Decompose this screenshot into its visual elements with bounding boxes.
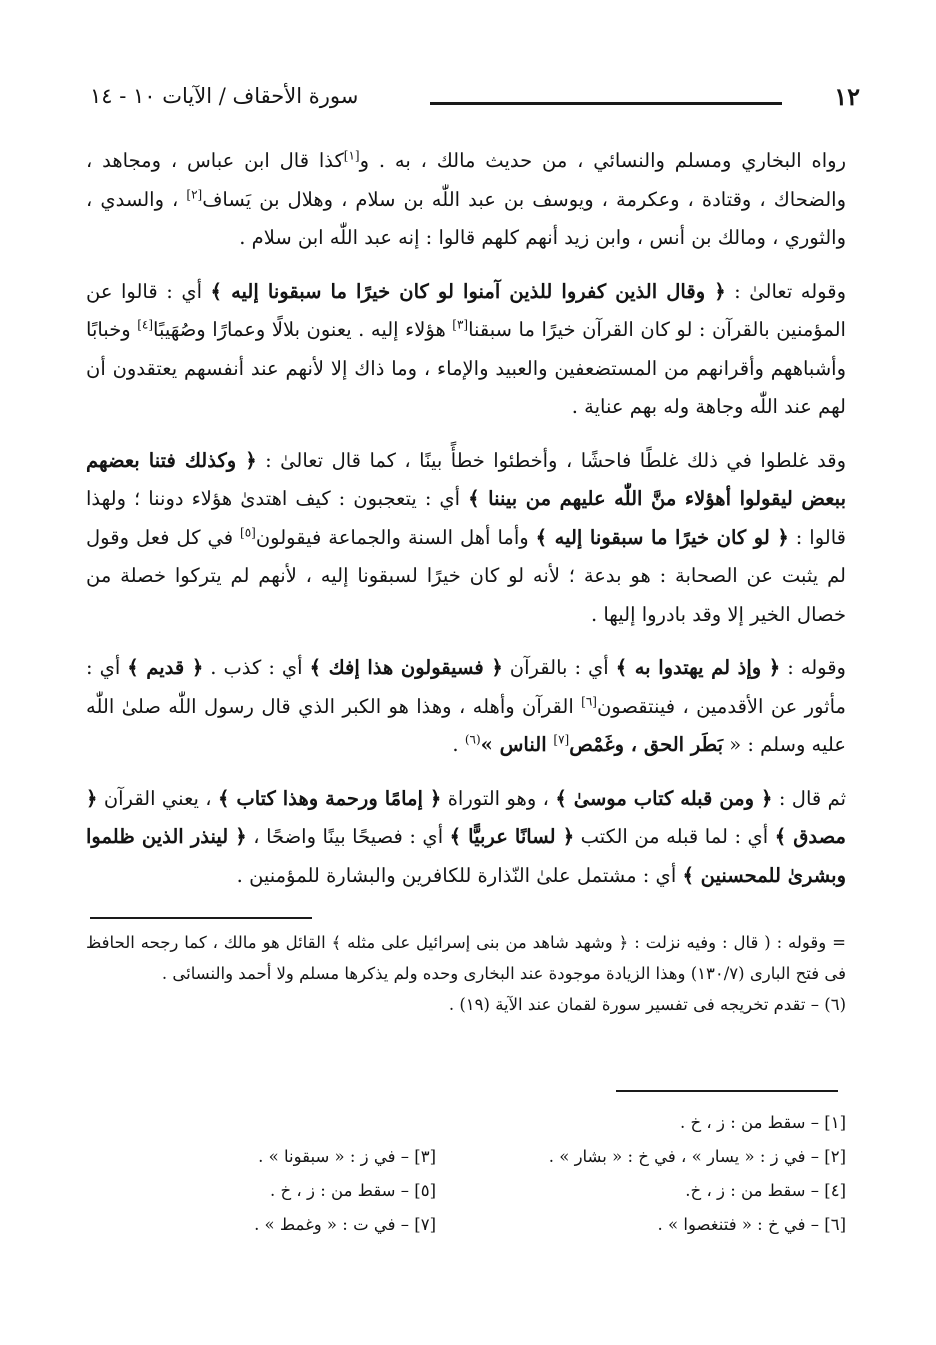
running-title: سورة الأحقاف / الآيات ١٠ - ١٤ — [90, 84, 359, 108]
quran-quote: ﴿ لينذر الذين ظلموا وبشرىٰ للمحسنين ﴾ — [86, 825, 846, 887]
text-run: وخبابًا وأشباههم وأقرانهم من المستضعفين والعبيد والإماء ، وما ذاك إلا لأنهم عند أنفسهم يعتقدون أن لهم عند اللّٰه وجاهة وله بهم عناية . — [86, 318, 846, 418]
quran-quote: ﴿ فسيقولون هذا إفك ﴾ — [309, 656, 503, 679]
paragraph — [86, 649, 846, 765]
text-run: وقوله : — [780, 656, 846, 679]
note-marker: [٥] — [240, 525, 256, 539]
text-run: وقد غلطوا في ذلك غلطًا فاحشًا ، وأخطئوا خطأً بينًا ، كما قال تعالىٰ : — [256, 448, 846, 472]
text-run: أي : بالقرآن — [502, 656, 616, 679]
note-marker: [٢] — [186, 187, 203, 201]
header-rule — [430, 102, 782, 105]
variant-note-5: [٥] – سقط من : ز ، خ . — [270, 1181, 436, 1200]
text-run: أي : يتعجبون : كيف اهتدىٰ هؤلاء دوننا ؛ ولهذا قالوا : — [86, 487, 846, 549]
quran-quote: ﴿ إمامًا ورحمة وهذا كتاب ﴾ — [217, 786, 442, 810]
variant-note-6: [٦] – في خ : « فتنغصوا » . — [657, 1215, 846, 1234]
paragraph — [86, 142, 846, 258]
text-run: كذا قال ابن عباس ، ومجاهد ، والضحاك ، وقتادة ، وعكرمة ، ويوسف بن عبد اللّٰه بن سلام ، وهلال بن يَساف — [86, 149, 846, 211]
page-header — [90, 80, 860, 116]
quran-quote: ﴿ وكذلك فتنا بعضهم ببعض ليقولوا أهؤلاء منَّ اللّٰه عليهم من بيننا ﴾ — [86, 448, 846, 510]
text-run: وقوله تعالىٰ : — [725, 279, 846, 303]
text-run: أي : مشتمل علىٰ النّذارة للكافرين والبشارة للمؤمنين . — [236, 863, 683, 887]
quran-quote: ﴿ وإذ لم يهتدوا به ﴾ — [615, 656, 781, 679]
text-run: . — [452, 733, 465, 756]
text-run: ، يعني القرآن — [97, 786, 218, 810]
text-run: ، والسدي ، والثوري ، ومالك بن أنس ، وابن زيد أنهم كلهم قالوا : إنه عبد اللّٰه ابن سلام . — [86, 187, 846, 249]
quran-quote: بَطَر الحق ، وغَمْص — [569, 733, 724, 756]
variants-rule — [616, 1090, 838, 1092]
text-run: وأما أهل السنة والجماعة فيقولون — [255, 525, 536, 549]
text-run: أي : لما قبله من الكتب — [574, 825, 775, 848]
quran-quote: ﴿ مصدق ﴾ — [86, 786, 847, 848]
text-run: ، وهو التوراة — [441, 786, 556, 810]
paragraph — [86, 442, 846, 635]
variant-note-7: [٧] – في ت : « وغمط » . — [254, 1215, 436, 1234]
page-number: ١٢ — [834, 82, 860, 111]
note-marker: [٤] — [137, 317, 154, 332]
variant-note-4: [٤] – سقط من : ز ، خ. — [685, 1181, 846, 1200]
footnote-6: (٦) – تقدم تخريجه فى تفسير سورة لقمان عند الآية (١٩) . — [448, 995, 846, 1014]
variant-notes-right-column — [466, 1106, 846, 1242]
quran-quote: ﴿ لسانًا عربيًّا ﴾ — [449, 825, 575, 848]
paragraph — [86, 273, 846, 427]
text-run: رواه البخاري ومسلم والنسائي ، من حديث مالك ، به . و — [359, 149, 846, 172]
paragraph — [86, 780, 846, 896]
editor-footnotes — [86, 927, 846, 1020]
variant-notes-left-column — [96, 1140, 436, 1242]
quran-quote: ﴿ قديم ﴾ — [127, 656, 204, 679]
footnotes-rule — [90, 917, 312, 919]
variant-note-3: [٣] – في ز : « سبقونا » . — [258, 1147, 436, 1166]
text-run: في كل فعل وقول لم يثبت عن الصحابة : هو بدعة ؛ لأنه لو كان خيرًا لسبقونا إليه ، لأنهم لم يتركوا خصلة من خصال الخير إلا وقد بادروا إليها . — [86, 525, 846, 626]
main-text — [86, 142, 846, 895]
text-run: ثم قال : — [772, 786, 846, 810]
variant-note-2: [٢] – في ز : « يسار » ، في خ : « بشار » . — [548, 1147, 846, 1166]
text-run: هؤلاء إليه . يعنون بلالًا وعمارًا وصُهَيبًا — [153, 318, 453, 341]
text-run: أي : كذب . — [203, 656, 310, 679]
text-run: أي : فصيحًا بينًا واضحًا ، — [246, 825, 450, 848]
note-marker: (٦) — [464, 732, 481, 747]
variant-note-1: [١] – سقط من : ز ، خ . — [680, 1113, 846, 1132]
quran-quote: الناس » — [480, 733, 554, 756]
note-marker: [٣] — [452, 317, 469, 332]
text-run: أي : قالوا عن المؤمنين بالقرآن : لو كان القرآن خيرًا ما سبقنا — [86, 279, 846, 341]
note-marker: [١] — [343, 148, 360, 163]
note-marker: [٦] — [581, 694, 597, 708]
note-marker: [٧] — [553, 732, 570, 747]
quran-quote: ﴿ ومن قبله كتاب موسىٰ ﴾ — [555, 786, 773, 810]
text-run: أي : مأثور عن الأقدمين ، فينتقصون — [86, 656, 846, 718]
footnote-continued: = وقوله : ( قال : وفيه نزلت : ﴿ وشهد شاهد من بنى إسرائيل على مثله ﴾ القائل هو مالك ، كما رجحه الحافظ فى فتح البارى (١٣٠/٧) وهذا الزيادة موجودة عند البخارى وحده ولم يذكرها مسلم ولا أحمد والنسائى . — [86, 933, 846, 983]
text-run: القرآن وأهله ، وهذا هو الكبر الذي قال رسول اللّٰه صلىٰ اللّٰه عليه وسلم : « — [86, 694, 846, 756]
quran-quote: ﴿ لو كان خيرًا ما سبقونا إليه ﴾ — [535, 525, 789, 549]
quran-quote: ﴿ وقال الذين كفروا للذين آمنوا لو كان خيرًا ما سبقونا إليه ﴾ — [210, 279, 726, 303]
